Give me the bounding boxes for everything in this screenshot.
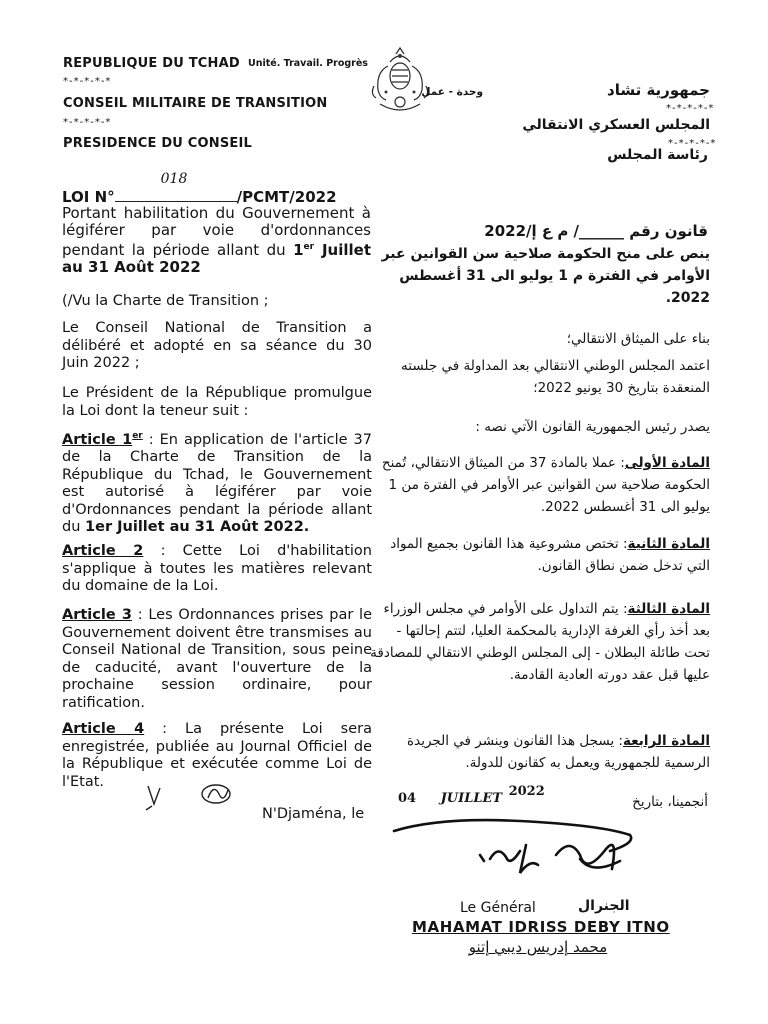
article-3-ar: المادة الثالثة: يتم التداول على الأوامر في مجلس الوزراء بعد أخذ رأي الغرفة الإدارية بالمحكمة العليا، لتتم إحالتها - تحت طائلة البطلان - إلى المجلس الوطني الانتقالي للمصادقة عليها قبل عقد دورته العادية القادمة. <box>370 601 710 683</box>
article-2-ar: المادة الثانية: تختص مشروعية هذا القانون بجميع المواد التي تدخل ضمن نطاق القانون. <box>390 536 710 574</box>
header-stars: *-*-*-*-* <box>63 117 112 128</box>
presidency-title-ar: رئاسة المجلس <box>607 147 708 163</box>
place-fr: N'Djaména, le <box>262 806 365 822</box>
republic-motto: Unité. Travail. Progrès <box>248 58 368 69</box>
place-ar: أنجمينا، بتاريخ <box>632 794 708 810</box>
presidency-title: PRESIDENCE DU CONSEIL <box>63 136 253 151</box>
republic-title: REPUBLIQUE DU TCHAD <box>63 56 240 71</box>
deliberation-text-ar: اعتمد المجلس الوطني الانتقالي بعد المداولة في جلسته المنعقدة بتاريخ 30 يونيو 2022؛ <box>401 358 710 396</box>
article-4-label-ar: المادة الرابعة <box>622 733 710 749</box>
article-4: Article 4 : La présente Loi sera enregistrée, publiée au Journal Officiel de la République et exécutée comme Loi de l'Etat. <box>62 721 373 790</box>
signatory-name-ar: محمد إدريس ديبي إتنو <box>468 938 608 956</box>
law-subject-ar: ينص على منح الحكومة صلاحية سن القوانين عبر الأوامر في الفترة م 1 يوليو الى 31 أغسطس 2022. <box>381 246 710 306</box>
council-title: CONSEIL MILITAIRE DE TRANSITION <box>63 96 328 111</box>
signatory-title-ar: الجنرال <box>578 898 630 914</box>
law-number-ar: قانون رقم ______/ م ع إ/2022 <box>484 222 708 240</box>
initials-mark <box>140 776 240 816</box>
motto-ar: وحدة - عمل <box>421 86 483 98</box>
article-3-label-ar: المادة الثالثة <box>627 601 710 617</box>
article-4-ar: المادة الرابعة: يسجل هذا القانون وينشر في الجريدة الرسمية للجمهورية ويعمل به كقانون للدولة. <box>407 733 710 771</box>
article-3-label: Article 3 <box>62 607 132 623</box>
header-stars-ar: *-*-*-*-* <box>666 103 715 114</box>
date-month: JUILLET <box>440 791 503 806</box>
header-stars-ar: *-*-*-*-* <box>668 138 717 149</box>
law-number-handwritten: 018 <box>160 171 188 187</box>
article-1-label-ar: المادة الأولى <box>624 455 710 471</box>
article-3: Article 3 : Les Ordonnances prises par le Gouvernement doivent être transmises au Conseil National de Transition, sous peine de caducité, avant l'ouverture de la prochaine session ordinaire, pour ratification. <box>62 607 373 711</box>
article-2-label-ar: المادة الثانية <box>627 536 710 552</box>
article-2-label: Article 2 <box>62 543 144 559</box>
law-subject: Portant habilitation du Gouvernement à légiférer par voie d'ordonnances pendant la période allant du 1er Juillet au 31 Août 2022 <box>62 204 371 276</box>
date-stamp <box>398 784 545 806</box>
article-1-label: Article 1 <box>62 431 133 448</box>
law-number-suffix: /PCMT/2022 <box>236 188 337 206</box>
article-2: Article 2 : Cette Loi d'habilitation s'applique à toutes les matières relevant du domaine de la Loi. <box>62 543 372 594</box>
article-1: Article 1er : En application de l'article 37 de la Charte de Transition de la République du Tchad, le Gouvernement est autorisé à légiférer par voie d'Ordonnances pendant la période allant du 1er Juillet au 31 Août 2022. <box>62 431 373 536</box>
deliberation-text: Le Conseil National de Transition a délibéré et adopté en sa séance du 30 Juin 2022 ; <box>62 320 372 371</box>
signatory-name: MAHAMAT IDRISS DEBY ITNO <box>412 918 670 936</box>
law-number-prefix: LOI N° <box>62 188 115 206</box>
article-1-ar: المادة الأولى: عملا بالمادة 37 من الميثاق الانتقالي، تُمنح الحكومة صلاحية سن القوانين عبر الأوامر في الفترة من 1 يوليو الى 31 أغسطس 2022. <box>381 455 710 515</box>
handwritten-signature <box>380 815 640 895</box>
promulgation-text-ar: يصدر رئيس الجمهورية القانون الآتي نصه : <box>475 419 710 435</box>
republic-title-ar: جمهورية تشاد <box>607 81 710 99</box>
article-4-label: Article 4 <box>62 721 145 737</box>
date-day: 04 <box>398 791 417 806</box>
date-year: 2022 <box>508 784 545 799</box>
header-stars: *-*-*-*-* <box>63 76 112 87</box>
promulgation-text: Le Président de la République promulgue la Loi dont la teneur suit : <box>62 385 372 419</box>
vu-charter-ar: بناء على الميثاق الانتقالي؛ <box>566 331 710 347</box>
vu-charter: (/Vu la Charte de Transition ; <box>62 293 269 309</box>
signatory-title-fr: Le Général <box>460 900 536 916</box>
coat-of-arms-seal <box>366 46 434 118</box>
council-title-ar: المجلس العسكري الانتقالي <box>522 117 710 133</box>
